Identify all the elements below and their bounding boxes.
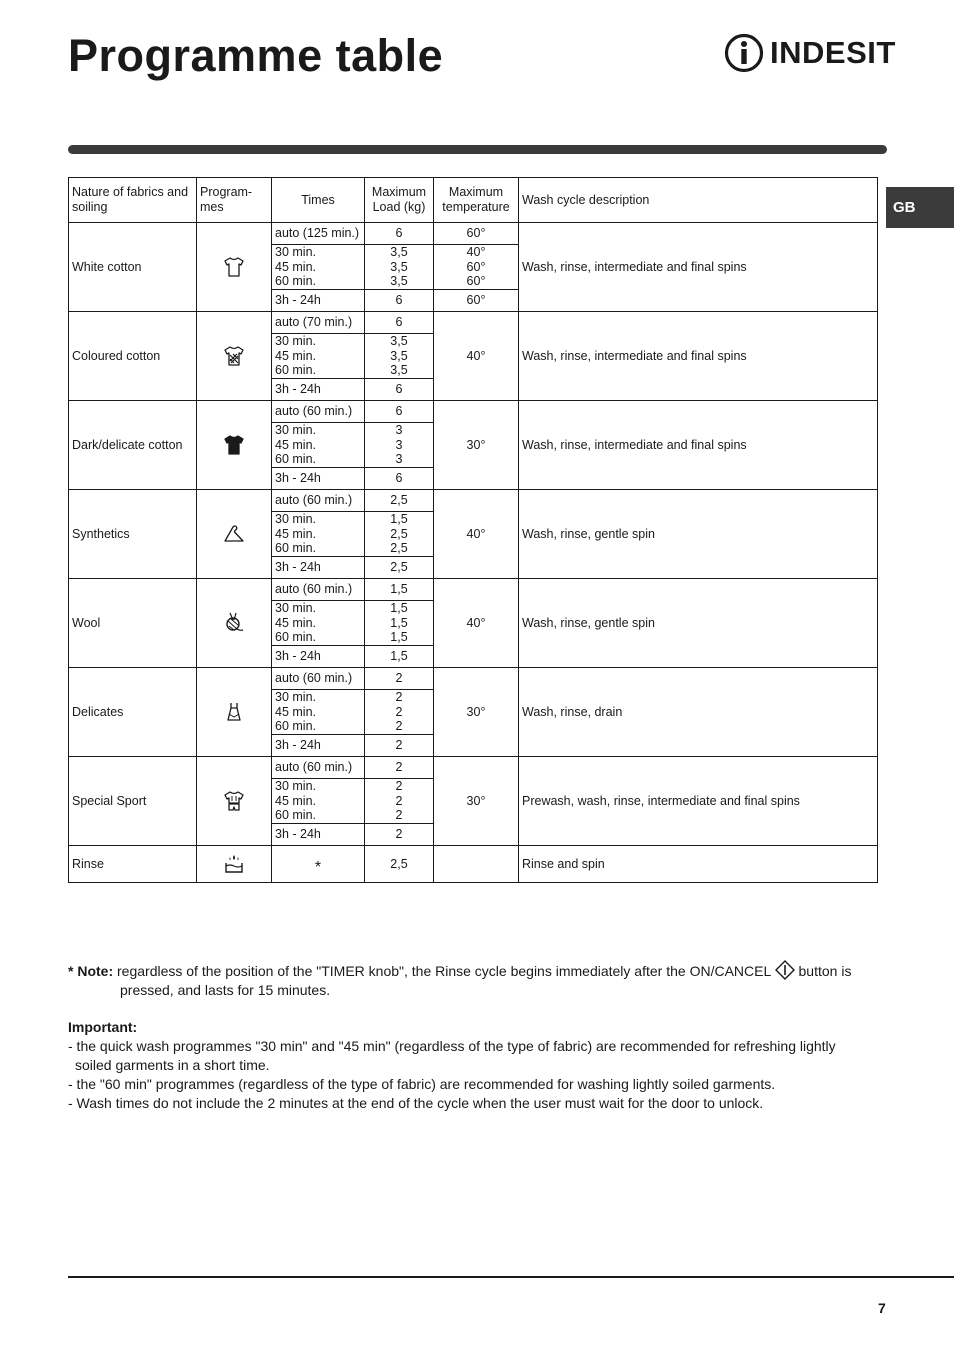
time-quick: 30 min. 45 min. 60 min. bbox=[272, 512, 365, 557]
load-delayed: 1,5 bbox=[365, 646, 434, 668]
load-delayed: 6 bbox=[365, 468, 434, 490]
time-delayed: 3h - 24h bbox=[272, 379, 365, 401]
cycle-description: Wash, rinse, intermediate and final spins bbox=[519, 401, 878, 490]
delicates-dress-icon bbox=[222, 700, 246, 724]
load-quick: 3,5 3,5 3,5 bbox=[365, 334, 434, 379]
table-row bbox=[69, 401, 878, 423]
max-temperature: 30° bbox=[434, 668, 519, 757]
important-item-continuation: soiled garments in a short time. bbox=[75, 1057, 270, 1073]
load-delayed: 6 bbox=[365, 290, 434, 312]
cycle-description: Rinse and spin bbox=[519, 846, 878, 883]
time-quick: 30 min. 45 min. 60 min. bbox=[272, 334, 365, 379]
on-cancel-button-icon bbox=[775, 960, 795, 980]
brand-logo bbox=[724, 32, 896, 74]
table-row bbox=[69, 846, 878, 883]
time-auto: auto (60 min.) bbox=[272, 490, 365, 512]
load-quick: 1,5 2,5 2,5 bbox=[365, 512, 434, 557]
note bbox=[68, 960, 868, 981]
time-auto: auto (70 min.) bbox=[272, 312, 365, 334]
cycle-description: Wash, rinse, drain bbox=[519, 668, 878, 757]
fabric-name: Synthetics bbox=[69, 490, 197, 579]
table-header-row bbox=[69, 178, 878, 223]
load-auto: 6 bbox=[365, 312, 434, 334]
load-auto: 2 bbox=[365, 757, 434, 779]
max-temperature: 30° bbox=[434, 401, 519, 490]
table-row bbox=[69, 490, 878, 512]
time-delayed: 3h - 24h bbox=[272, 557, 365, 579]
rinse-temperature bbox=[434, 846, 519, 883]
time-quick: 30 min. 45 min. 60 min. bbox=[272, 779, 365, 824]
programme-table bbox=[68, 177, 878, 883]
important-item: - the "60 min" programmes (regardless of the type of fabric) are recommended for washing lightly soiled garments. bbox=[68, 1076, 776, 1092]
time-auto: auto (60 min.) bbox=[272, 668, 365, 690]
header-load: Maximum Load (kg) bbox=[365, 178, 434, 223]
rinse-tub-icon bbox=[222, 852, 246, 876]
time-auto: auto (60 min.) bbox=[272, 579, 365, 601]
time-auto: auto (125 min.) bbox=[272, 223, 365, 245]
header-description: Wash cycle description bbox=[519, 178, 878, 223]
time-auto: auto (60 min.) bbox=[272, 757, 365, 779]
time-delayed: 3h - 24h bbox=[272, 468, 365, 490]
time-quick: 30 min. 45 min. 60 min. bbox=[272, 690, 365, 735]
header-programmes: Program- mes bbox=[197, 178, 272, 223]
load-auto: 1,5 bbox=[365, 579, 434, 601]
indesit-logo-icon bbox=[724, 33, 764, 73]
temp-quick: 40° 60° 60° bbox=[434, 245, 519, 290]
table-row bbox=[69, 757, 878, 779]
note-continuation: pressed, and lasts for 15 minutes. bbox=[120, 982, 331, 998]
table-row bbox=[69, 312, 878, 334]
dark-cotton-shirt-icon bbox=[222, 433, 246, 457]
max-temperature: 40° bbox=[434, 579, 519, 668]
fabric-name: Rinse bbox=[69, 846, 197, 883]
load-delayed: 2,5 bbox=[365, 557, 434, 579]
time-delayed: 3h - 24h bbox=[272, 646, 365, 668]
white-cotton-shirt-icon bbox=[222, 255, 246, 279]
table-row bbox=[69, 223, 878, 245]
time-quick: 30 min. 45 min. 60 min. bbox=[272, 601, 365, 646]
load-delayed: 2 bbox=[365, 824, 434, 846]
synthetics-hanger-icon bbox=[222, 522, 246, 546]
fabric-name: Delicates bbox=[69, 668, 197, 757]
table-row bbox=[69, 668, 878, 690]
temp-delayed: 60° bbox=[434, 290, 519, 312]
fabric-name: Coloured cotton bbox=[69, 312, 197, 401]
load-auto: 6 bbox=[365, 223, 434, 245]
load-quick: 1,5 1,5 1,5 bbox=[365, 601, 434, 646]
load-auto: 2 bbox=[365, 668, 434, 690]
header-nature: Nature of fabrics and soiling bbox=[69, 178, 197, 223]
max-temperature: 30° bbox=[434, 757, 519, 846]
load-delayed: 2 bbox=[365, 735, 434, 757]
rinse-time: * bbox=[272, 846, 365, 883]
load-quick: 2 2 2 bbox=[365, 690, 434, 735]
note-text-end: button is bbox=[798, 963, 852, 979]
fabric-name: Dark/delicate cotton bbox=[69, 401, 197, 490]
fabric-name: Wool bbox=[69, 579, 197, 668]
important-item: - the quick wash programmes "30 min" and "45 min" (regardless of the type of fabric) are recommended for refreshing lightly bbox=[68, 1038, 836, 1054]
load-delayed: 6 bbox=[365, 379, 434, 401]
page-title: Programme table bbox=[68, 30, 444, 81]
time-delayed: 3h - 24h bbox=[272, 735, 365, 757]
fabric-name: Special Sport bbox=[69, 757, 197, 846]
coloured-cotton-shirt-icon bbox=[222, 344, 246, 368]
cycle-description: Wash, rinse, intermediate and final spins bbox=[519, 223, 878, 312]
brand-name: INDESIT bbox=[770, 35, 896, 70]
load-auto: 6 bbox=[365, 401, 434, 423]
fabric-name: White cotton bbox=[69, 223, 197, 312]
cycle-description: Wash, rinse, intermediate and final spins bbox=[519, 312, 878, 401]
load-quick: 2 2 2 bbox=[365, 779, 434, 824]
load-quick: 3,5 3,5 3,5 bbox=[365, 245, 434, 290]
header-times: Times bbox=[272, 178, 365, 223]
important-item: - Wash times do not include the 2 minutes at the end of the cycle when the user must wait for the door to unlock. bbox=[68, 1095, 764, 1111]
header-temperature: Maximum temperature bbox=[434, 178, 519, 223]
cycle-description: Prewash, wash, rinse, intermediate and final spins bbox=[519, 757, 878, 846]
time-quick: 30 min. 45 min. 60 min. bbox=[272, 245, 365, 290]
footer-divider bbox=[68, 1276, 954, 1278]
max-temperature: 40° bbox=[434, 490, 519, 579]
wool-yarn-icon bbox=[222, 611, 246, 635]
notes-section bbox=[68, 960, 868, 1113]
temp-auto: 60° bbox=[434, 223, 519, 245]
time-delayed: 3h - 24h bbox=[272, 290, 365, 312]
important-heading: Important: bbox=[68, 1019, 138, 1035]
rinse-load: 2,5 bbox=[365, 846, 434, 883]
cycle-description: Wash, rinse, gentle spin bbox=[519, 579, 878, 668]
table-row bbox=[69, 579, 878, 601]
time-auto: auto (60 min.) bbox=[272, 401, 365, 423]
time-quick: 30 min. 45 min. 60 min. bbox=[272, 423, 365, 468]
max-temperature: 40° bbox=[434, 312, 519, 401]
sport-shirt-icon bbox=[222, 789, 246, 813]
header-divider bbox=[68, 145, 887, 154]
time-delayed: 3h - 24h bbox=[272, 824, 365, 846]
note-text: regardless of the position of the "TIMER knob", the Rinse cycle begins immediately after the ON/CANCEL bbox=[117, 963, 771, 979]
page-number: 7 bbox=[878, 1300, 886, 1316]
language-tab: GB bbox=[886, 187, 954, 228]
load-auto: 2,5 bbox=[365, 490, 434, 512]
note-label: * Note: bbox=[68, 963, 114, 979]
cycle-description: Wash, rinse, gentle spin bbox=[519, 490, 878, 579]
load-quick: 3 3 3 bbox=[365, 423, 434, 468]
